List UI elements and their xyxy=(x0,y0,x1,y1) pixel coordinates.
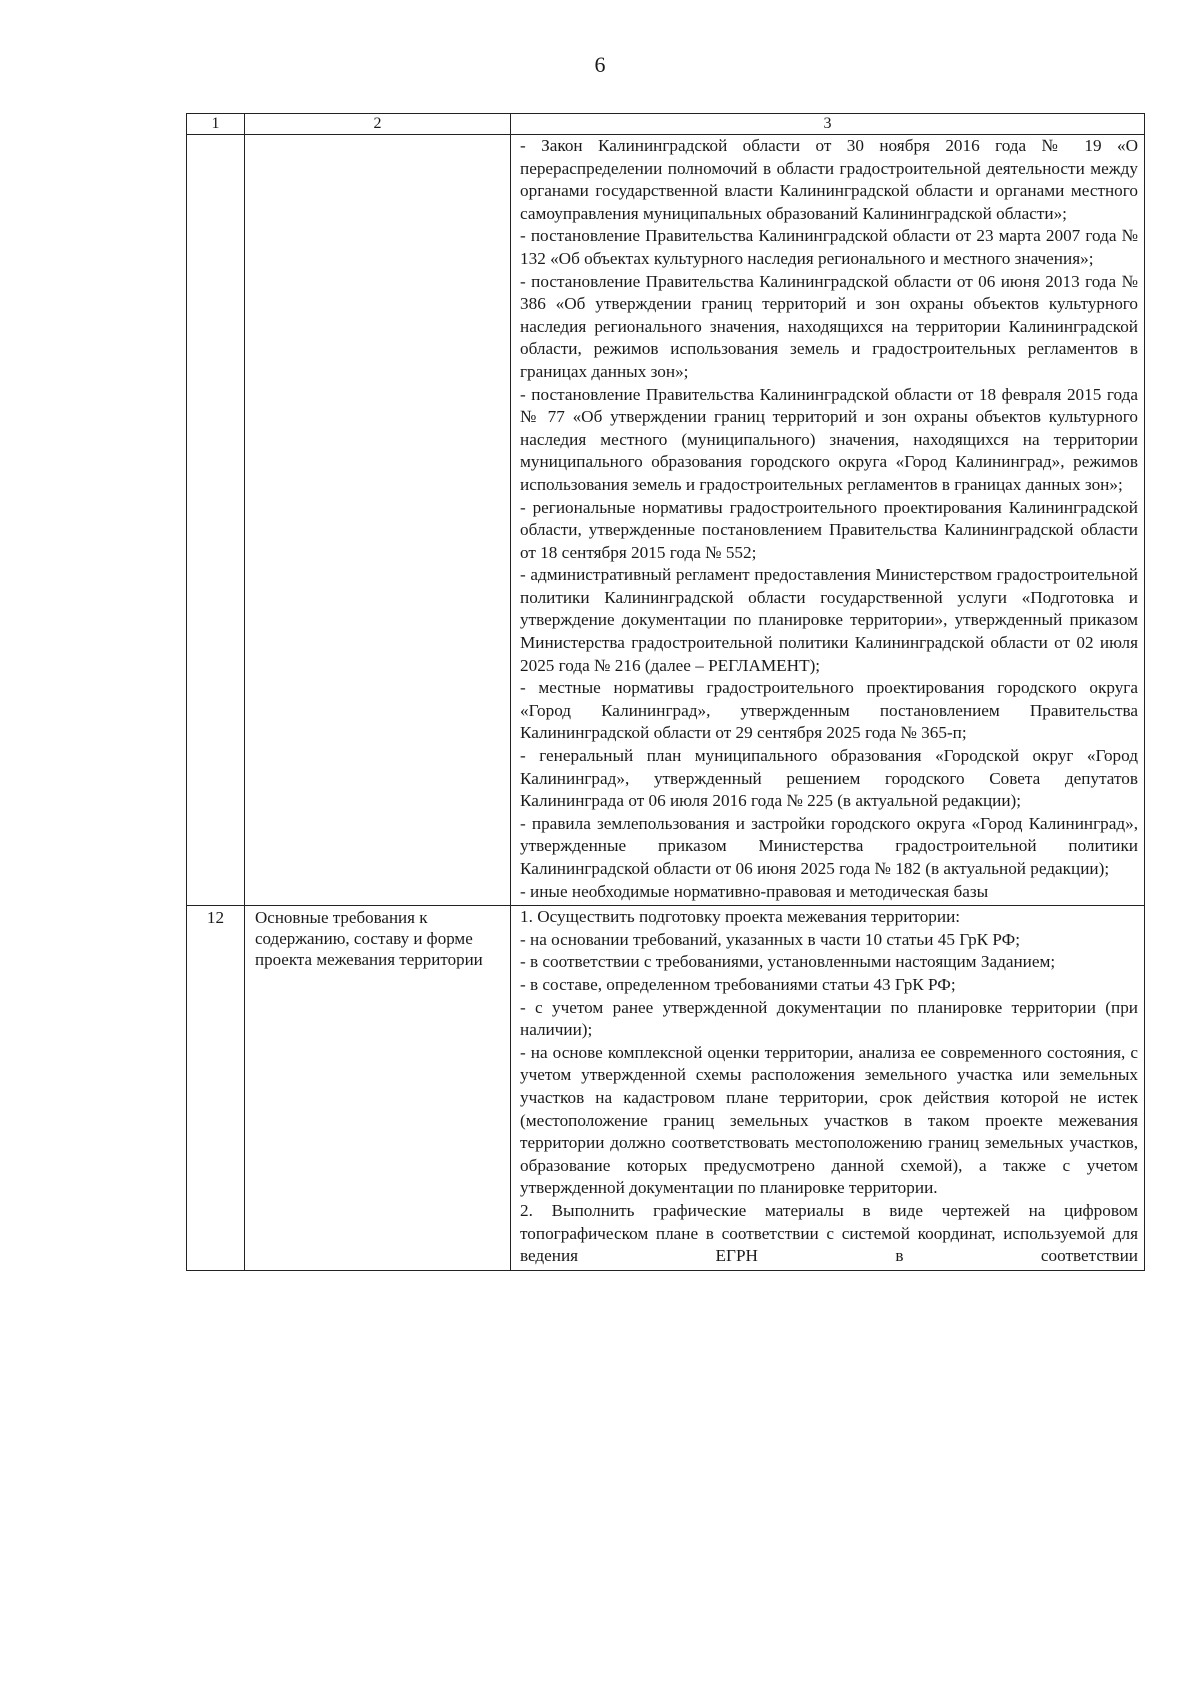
table-row xyxy=(187,135,1145,906)
content-paragraph: - административный регламент предоставления Министерством градостроительной политики Калининградской области государственной услуги «Подготовка и утверждение документации по планировке территории», утвержденный приказом Министерства градостроительной политики Калининградской области от 02 июля 2025 года № 216 (далее – РЕГЛАМЕНТ); xyxy=(520,565,1138,675)
content-paragraph: 2. Выполнить графические материалы в виде чертежей на цифровом топографическом плане в соответствии с системой координат, используемой для ведения ЕГРН в соответствии xyxy=(520,1200,1138,1266)
row-content xyxy=(511,135,1145,906)
requirements-table xyxy=(186,113,1145,1271)
column-header-1: 1 xyxy=(187,114,245,135)
table-header-row xyxy=(187,114,1145,135)
content-paragraph: - постановление Правительства Калининградской области от 23 марта 2007 года № 132 «Об объектах культурного наследия регионального и местного значения»; xyxy=(520,226,1138,268)
row-content xyxy=(511,906,1145,1271)
content-paragraph: - постановление Правительства Калининградской области от 06 июня 2013 года № 386 «Об утверждении границ территорий и зон охраны объектов культурного наследия регионального значения, находящихся на территории Калининградской области, режимов использования земель и градостроительных регламентов в границах данных зон»; xyxy=(520,271,1138,381)
row-number xyxy=(187,135,245,906)
content-paragraph: - с учетом ранее утвержденной документации по планировке территории (при наличии); xyxy=(520,997,1138,1040)
column-header-3: 3 xyxy=(511,114,1145,135)
page-number: 6 xyxy=(594,52,606,77)
column-header-2: 2 xyxy=(245,114,511,135)
content-paragraph: - иные необходимые нормативно-правовая и методическая базы xyxy=(520,881,989,901)
content-paragraph: - на основе комплексной оценки территории, анализа ее современного состояния, с учетом утвержденной схемы расположения земельного участка или земельных участков на кадастровом плане территории, срок действия которой не истек (местоположение границ земельных участков в таком проекте межевания территории должно соответствовать местоположению границ земельных участков, образование которых предусмотрено данной схемой), а также с учетом утвержденной документации по планировке территории. xyxy=(520,1042,1138,1198)
row-number: 12 xyxy=(187,906,245,1271)
content-paragraph: - правила землепользования и застройки городского округа «Город Калининград», утвержденные приказом Министерства градостроительной политики Калининградской области от 06 июня 2025 года № 182 (в актуальной редакции); xyxy=(520,813,1138,878)
row-label xyxy=(245,135,511,906)
content-paragraph: - Закон Калининградской области от 30 ноября 2016 года № 19 «О перераспределении полномочий в области градостроительной деятельности между органами государственной власти Калининградской области и органами местного самоуправления муниципальных образований Калининградской области»; xyxy=(520,136,1138,223)
content-paragraph: - в соответствии с требованиями, установленными настоящим Заданием; xyxy=(520,952,1056,972)
content-paragraph: - местные нормативы градостроительного проектирования городского округа «Город Калининград», утвержденным постановлением Правительства Калининградской области от 29 сентября 2025 года № 365-п; xyxy=(520,678,1138,743)
content-paragraph: - на основании требований, указанных в части 10 статьи 45 ГрК РФ; xyxy=(520,929,1021,949)
table-row xyxy=(187,906,1145,1271)
content-paragraph: - постановление Правительства Калининградской области от 18 февраля 2015 года № 77 «Об утверждении границ территорий и зон охраны объектов культурного наследия местного (муниципального) значения, находящихся на территории муниципального образования городского округа «Город Калининград», режимов использования земель и градостроительных регламентов в границах данных зон»; xyxy=(520,384,1138,494)
content-paragraph: - региональные нормативы градостроительного проектирования Калининградской области, утвержденные постановлением Правительства Калининградской области от 18 сентября 2015 года № 552; xyxy=(520,497,1138,562)
row-label: Основные требования к содержанию, составу и форме проекта межевания территории xyxy=(245,906,511,1271)
content-paragraph: - в составе, определенном требованиями статьи 43 ГрК РФ; xyxy=(520,974,956,994)
content-paragraph: - генеральный план муниципального образования «Городской округ «Город Калининград», утвержденный решением городского Совета депутатов Калининграда от 06 июля 2016 года № 225 (в актуальной редакции); xyxy=(520,746,1138,811)
content-paragraph: 1. Осуществить подготовку проекта межевания территории: xyxy=(520,907,961,927)
